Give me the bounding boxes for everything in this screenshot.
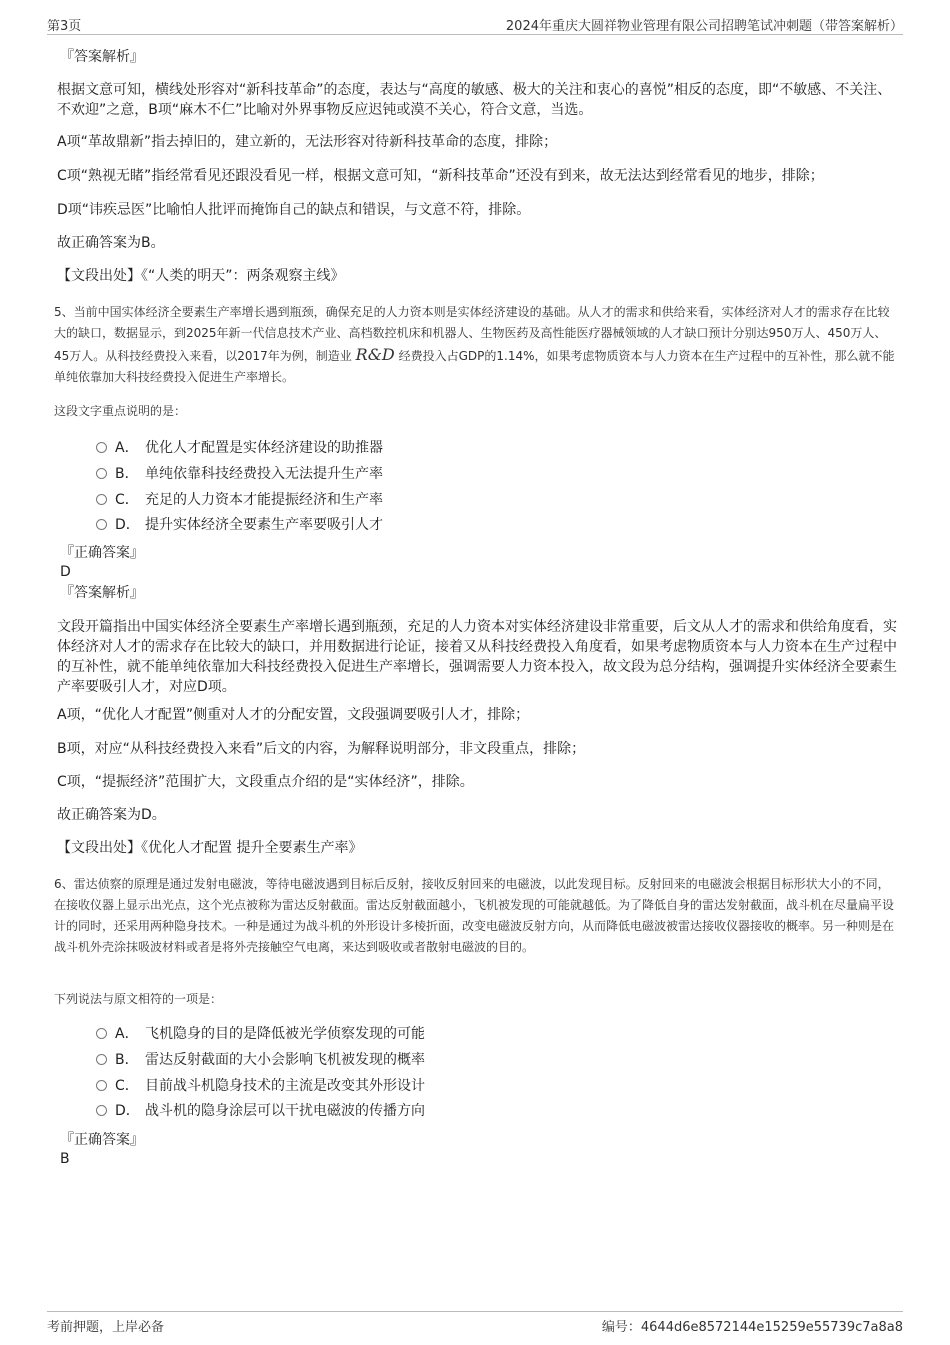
option-d[interactable]: D． 战斗机的隐身涂层可以干扰电磁波的传播方向	[96, 1101, 425, 1121]
question-5-text: 5、当前中国实体经济全要素生产率增长遇到瓶颈，确保充足的人力资本则是实体经济建设的基础。从人才的需求和供给来看，实体经济对人才的需求存在比较大的缺口，数据显示，到2025年新一代信息技术产业、高档数控机床和机器人、生物医药及高性能医疗器械领域的人才缺口预计分别达950万人、450万人、45万人。从科技经费投入来看，以2017年为例，制造业 R&D 经费投入占GDP的1.14%，如果考虑物质资本与人力资本在生产过程中的互补性，那么就不能单纯依靠加大科技经费投入促进生产率增长。	[54, 305, 895, 384]
option-c[interactable]: C． 充足的人力资本才能提振经济和生产率	[96, 490, 383, 510]
rd-formula: R&D	[355, 345, 395, 364]
analysis-conclusion: 故正确答案为B。	[57, 235, 165, 251]
radio-icon[interactable]	[96, 1105, 107, 1116]
option-a[interactable]: A． 优化人才配置是实体经济建设的助推器	[96, 438, 383, 458]
option-b[interactable]: B． 雷达反射截面的大小会影响飞机被发现的概率	[96, 1050, 425, 1070]
correct-answer: B	[60, 1151, 70, 1167]
analysis-paragraph: C项，“提振经济”范围扩大，文段重点介绍的是“实体经济”，排除。	[57, 774, 474, 790]
page-footer	[47, 1311, 903, 1336]
radio-icon[interactable]	[96, 1080, 107, 1091]
question-5-stem: 这段文字重点说明的是：	[54, 404, 187, 418]
question-6-stem: 下列说法与原文相符的一项是：	[54, 992, 223, 1006]
radio-icon[interactable]	[96, 442, 107, 453]
correct-answer-label: 『正确答案』	[60, 545, 144, 561]
radio-icon[interactable]	[96, 1028, 107, 1039]
analysis-paragraph: 文段开篇指出中国实体经济全要素生产率增长遇到瓶颈，充足的人力资本对实体经济建设非常重要，后文从人才的需求和供给角度看，实体经济对人才的需求存在比较大的缺口，并用数据进行论证，接着又从科技经费投入角度看，如果考虑物质资本与人力资本在生产过程中的互补性，就不能单纯依靠加大科技经费投入促进生产率增长，强调需要人力资本投入，故文段为总分结构，强调提升实体经济全要素生产率要吸引人才，对应D项。	[57, 619, 897, 695]
option-d[interactable]: D． 提升实体经济全要素生产率要吸引人才	[96, 515, 383, 535]
correct-answer-label: 『正确答案』	[60, 1132, 144, 1148]
footer-slogan: 考前押题，上岸必备	[47, 1320, 165, 1335]
analysis-paragraph: B项，对应“从科技经费投入来看”后文的内容，为解释说明部分，非文段重点，排除；	[57, 741, 586, 757]
document-title: 2024年重庆大圆祥物业管理有限公司招聘笔试冲刺题（带答案解析）	[505, 19, 903, 34]
radio-icon[interactable]	[96, 494, 107, 505]
radio-icon[interactable]	[96, 468, 107, 479]
option-b[interactable]: B． 单纯依靠科技经费投入无法提升生产率	[96, 464, 383, 484]
analysis-conclusion: 故正确答案为D。	[57, 807, 166, 823]
analysis-paragraph: 根据文意可知，横线处形容对“新科技革命”的态度，表达与“高度的敏感、极大的关注和衷心的喜悦”相反的态度，即“不敏感、不关注、不欢迎”之意，B项“麻木不仁”比喻对外界事物反应迟钝或漠不关心，符合文意，当选。	[57, 82, 892, 118]
option-c[interactable]: C． 目前战斗机隐身技术的主流是改变其外形设计	[96, 1076, 425, 1096]
source-citation: 【文段出处】《“人类的明天”：两条观察主线》	[57, 268, 345, 284]
radio-icon[interactable]	[96, 1054, 107, 1065]
analysis-paragraph: A项，“优化人才配置”侧重对人才的分配安置，文段强调要吸引人才，排除；	[57, 707, 530, 723]
analysis-paragraph: A项“革故鼎新”指去掉旧的，建立新的，无法形容对待新科技革命的态度，排除；	[57, 134, 558, 150]
analysis-paragraph: C项“熟视无睹”指经常看见还跟没看见一样，根据文意可知，“新科技革命”还没有到来，故无法达到经常看见的地步，排除；	[57, 168, 824, 184]
page-number: 第3页	[47, 19, 82, 34]
document-code: 编号：4644d6e8572144e15259e55739c7a8a8	[601, 1320, 903, 1335]
correct-answer: D	[60, 564, 71, 580]
source-citation: 【文段出处】《优化人才配置 提升全要素生产率》	[57, 840, 363, 856]
analysis-paragraph: D项“讳疾忌医”比喻怕人批评而掩饰自己的缺点和错误，与文意不符，排除。	[57, 202, 531, 218]
option-a[interactable]: A． 飞机隐身的目的是降低被光学侦察发现的可能	[96, 1024, 425, 1044]
question-6-text: 6、雷达侦察的原理是通过发射电磁波，等待电磁波遇到目标后反射，接收反射回来的电磁波，以此发现目标。反射回来的电磁波会根据目标形状大小的不同，在接收仪器上显示出光点，这个光点被称为雷达反射截面。雷达反射截面越小，飞机被发现的可能就越低。为了降低自身的雷达发射截面，战斗机在尽量扁平设计的同时，还采用两种隐身技术。一种是通过为战斗机的外形设计多棱折面，改变电磁波反射方向，从而降低电磁波被雷达接收仪器接收的概率。另一种则是在战斗机外壳涂抹吸波材料或者是将外壳接触空气电离，来达到吸收或者散射电磁波的目的。	[54, 877, 895, 954]
page-header	[47, 12, 903, 35]
radio-icon[interactable]	[96, 519, 107, 530]
analysis-label: 『答案解析』	[60, 585, 144, 601]
analysis-label: 『答案解析』	[60, 49, 144, 65]
